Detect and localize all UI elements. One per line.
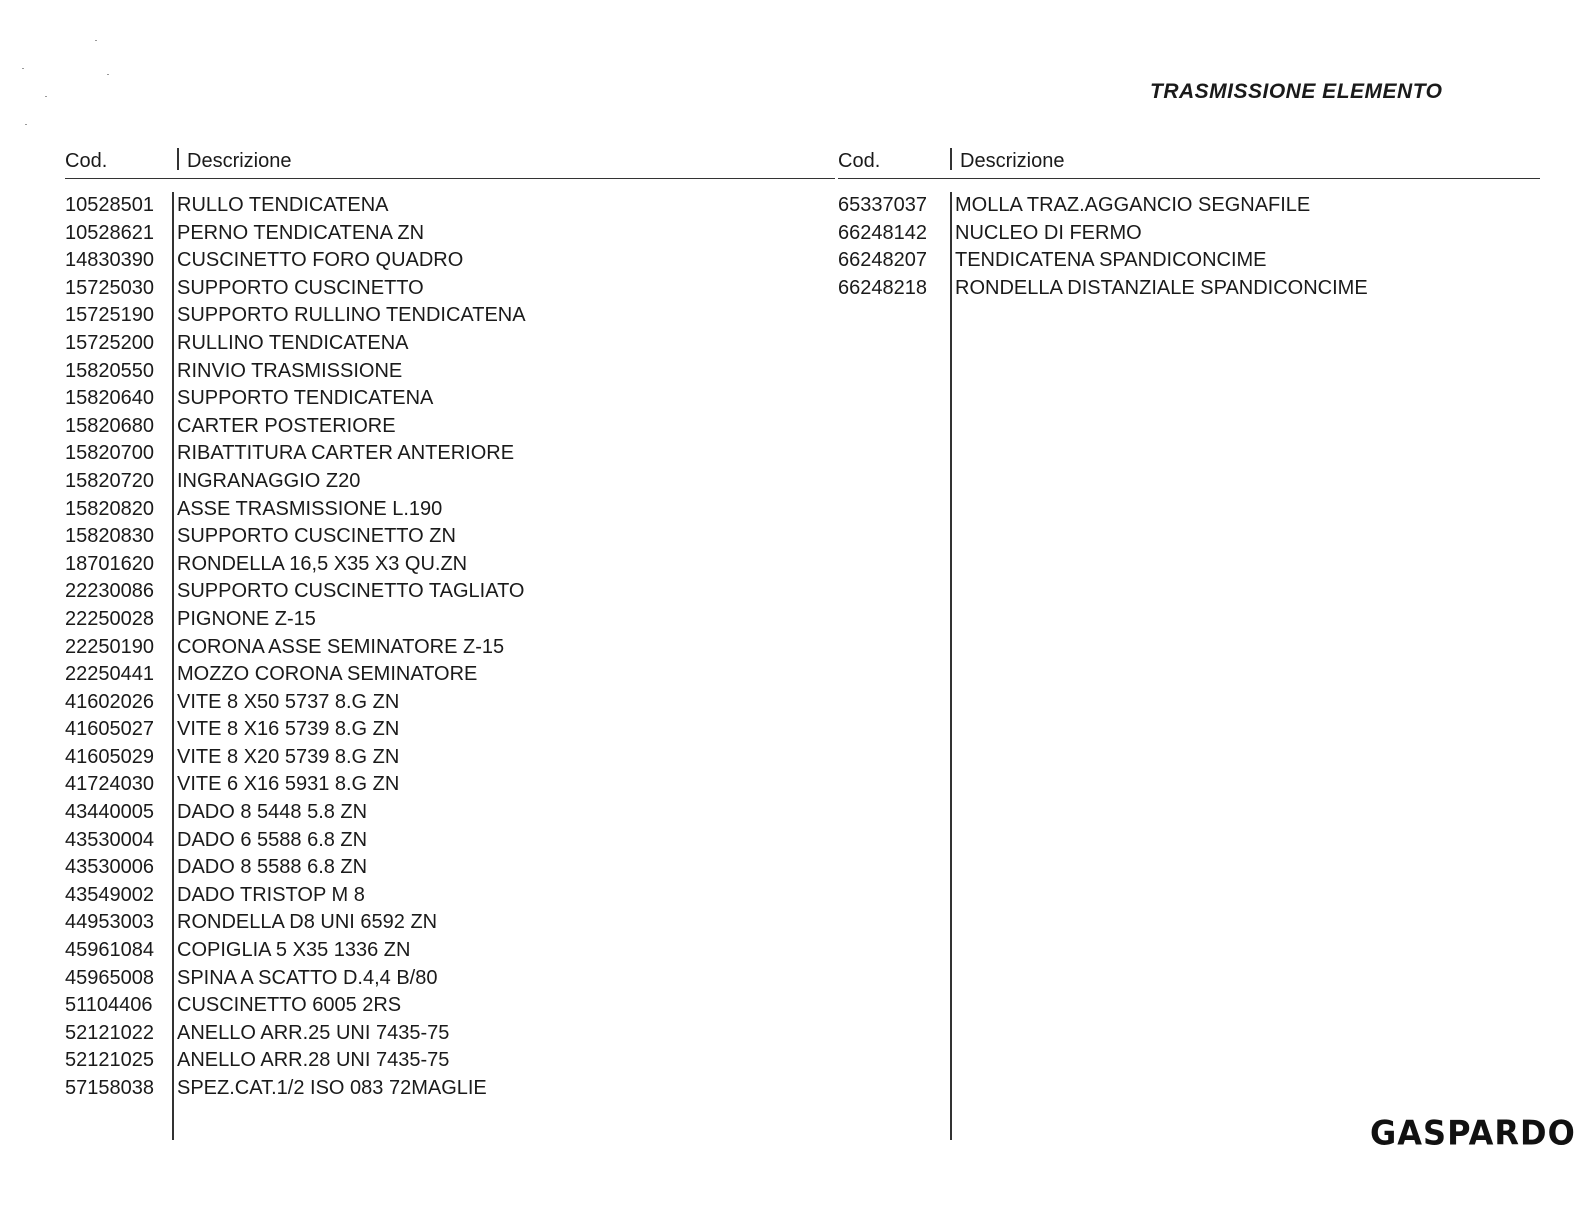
part-description: SUPPORTO RULLINO TENDICATENA <box>177 304 526 327</box>
part-code: 15820700 <box>65 442 154 465</box>
part-description: CUSCINETTO 6005 2RS <box>177 994 402 1017</box>
description-column-header: Descrizione <box>960 150 1065 172</box>
table-row <box>65 523 835 551</box>
table-row <box>65 275 835 303</box>
table-row <box>65 1020 835 1048</box>
part-code: 15820680 <box>65 414 154 437</box>
header-divider <box>950 148 952 170</box>
table-row <box>65 937 835 965</box>
table-row <box>65 192 835 220</box>
part-code: 15725190 <box>65 304 154 327</box>
scan-speck <box>95 40 97 41</box>
part-code: 22250028 <box>65 607 154 630</box>
part-description: INGRANAGGIO Z20 <box>177 469 361 492</box>
table-row <box>65 1075 835 1103</box>
part-description: VITE 8 X20 5739 8.G ZN <box>177 745 400 768</box>
scan-speck <box>22 68 24 69</box>
part-code: 15725200 <box>65 331 154 354</box>
part-description: RONDELLA D8 UNI 6592 ZN <box>177 911 438 934</box>
parts-table-right <box>838 148 1540 1140</box>
part-code: 15820720 <box>65 469 154 492</box>
part-description: COPIGLIA 5 X35 1336 ZN <box>177 939 411 962</box>
part-code: 66248142 <box>838 221 927 244</box>
part-description: SPINA A SCATTO D.4,4 B/80 <box>177 966 438 989</box>
part-code: 18701620 <box>65 552 154 575</box>
table-row <box>65 1047 835 1075</box>
part-code: 15820820 <box>65 497 154 520</box>
part-description: CORONA ASSE SEMINATORE Z-15 <box>177 635 505 658</box>
part-description: RIBATTITURA CARTER ANTERIORE <box>177 442 515 465</box>
part-description: DADO 8 5588 6.8 ZN <box>177 856 368 879</box>
part-description: SUPPORTO CUSCINETTO TAGLIATO <box>177 580 525 603</box>
table-row <box>65 854 835 882</box>
part-description: NUCLEO DI FERMO <box>955 221 1142 244</box>
table-row <box>65 578 835 606</box>
table-row <box>838 247 1540 275</box>
part-code: 22250190 <box>65 635 154 658</box>
parts-table-left <box>65 148 835 1140</box>
part-description: SUPPORTO CUSCINETTO <box>177 276 424 299</box>
part-description: RULLO TENDICATENA <box>177 194 389 216</box>
table-row <box>65 385 835 413</box>
table-row <box>65 827 835 855</box>
part-description: RINVIO TRASMISSIONE <box>177 359 403 382</box>
scan-speck <box>107 74 109 75</box>
part-description: CARTER POSTERIORE <box>177 414 396 437</box>
table-row <box>65 661 835 689</box>
scan-speck <box>45 96 47 97</box>
part-code: 15725030 <box>65 276 154 299</box>
part-description: CUSCINETTO FORO QUADRO <box>177 249 464 272</box>
table-row <box>65 882 835 910</box>
part-code: 41724030 <box>65 773 154 796</box>
part-code: 44953003 <box>65 911 154 934</box>
part-description: SPEZ.CAT.1/2 ISO 083 72MAGLIE <box>177 1077 487 1099</box>
part-code: 41602026 <box>65 690 154 713</box>
part-code: 52121022 <box>65 1021 154 1044</box>
part-description: TENDICATENA SPANDICONCIME <box>955 249 1267 272</box>
part-code: 52121025 <box>65 1049 154 1072</box>
table-row <box>65 689 835 717</box>
part-code: 10528501 <box>65 194 154 216</box>
part-code: 66248218 <box>838 276 927 299</box>
part-description: RONDELLA DISTANZIALE SPANDICONCIME <box>955 276 1368 299</box>
table-header <box>838 148 1540 179</box>
table-row <box>838 275 1540 303</box>
table-body <box>838 192 1540 1140</box>
part-code: 41605029 <box>65 745 154 768</box>
part-description: SUPPORTO CUSCINETTO ZN <box>177 525 456 548</box>
part-code: 43549002 <box>65 883 154 906</box>
part-code: 51104406 <box>65 994 153 1017</box>
description-column-header: Descrizione <box>187 150 292 172</box>
part-description: ASSE TRASMISSIONE L.190 <box>177 497 443 520</box>
part-code: 57158038 <box>65 1077 154 1099</box>
table-row <box>65 468 835 496</box>
part-description: RONDELLA 16,5 X35 X3 QU.ZN <box>177 552 468 575</box>
part-description: ANELLO ARR.25 UNI 7435-75 <box>177 1021 450 1044</box>
code-column-header: Cod. <box>838 150 881 172</box>
part-description: DADO TRISTOP M 8 <box>177 883 365 906</box>
part-description: SUPPORTO TENDICATENA <box>177 387 434 410</box>
table-row <box>838 192 1540 220</box>
table-row <box>65 302 835 330</box>
part-description: MOZZO CORONA SEMINATORE <box>177 663 478 686</box>
part-description: DADO 6 5588 6.8 ZN <box>177 828 368 851</box>
table-row <box>65 634 835 662</box>
table-row <box>65 330 835 358</box>
part-code: 65337037 <box>838 194 927 216</box>
header-divider <box>177 148 179 170</box>
column-divider <box>950 192 952 1140</box>
part-description: VITE 6 X16 5931 8.G ZN <box>177 773 400 796</box>
part-description: MOLLA TRAZ.AGGANCIO SEGNAFILE <box>955 194 1311 216</box>
part-code: 66248207 <box>838 249 927 272</box>
part-code: 45965008 <box>65 966 154 989</box>
table-row <box>65 551 835 579</box>
table-row <box>65 744 835 772</box>
part-code: 15820550 <box>65 359 154 382</box>
part-code: 43530004 <box>65 828 154 851</box>
table-row <box>65 358 835 386</box>
table-header <box>65 148 835 179</box>
page-title: TRASMISSIONE ELEMENTO <box>1150 80 1443 103</box>
part-code: 15820830 <box>65 525 154 548</box>
table-row <box>65 716 835 744</box>
part-code: 41605027 <box>65 718 154 741</box>
part-description: VITE 8 X16 5739 8.G ZN <box>177 718 400 741</box>
part-code: 14830390 <box>65 249 154 272</box>
code-column-header: Cod. <box>65 150 108 172</box>
part-code: 22250441 <box>65 663 154 686</box>
part-description: PERNO TENDICATENA ZN <box>177 221 425 244</box>
part-code: 43530006 <box>65 856 154 879</box>
table-body <box>65 192 835 1140</box>
part-description: ANELLO ARR.28 UNI 7435-75 <box>177 1049 450 1072</box>
table-row <box>65 771 835 799</box>
table-row <box>65 413 835 441</box>
table-row <box>65 606 835 634</box>
table-row <box>65 440 835 468</box>
part-code: 10528621 <box>65 221 154 244</box>
part-code: 45961084 <box>65 939 154 962</box>
table-row <box>65 247 835 275</box>
table-row <box>65 909 835 937</box>
part-code: 15820640 <box>65 387 154 410</box>
table-row <box>65 992 835 1020</box>
scan-speck <box>25 124 27 125</box>
table-row <box>65 220 835 248</box>
part-description: VITE 8 X50 5737 8.G ZN <box>177 690 400 713</box>
part-code: 22230086 <box>65 580 154 603</box>
brand-logo: GASPARDO <box>1370 1113 1576 1153</box>
part-description: RULLINO TENDICATENA <box>177 331 409 354</box>
part-description: DADO 8 5448 5.8 ZN <box>177 801 368 824</box>
table-row <box>838 220 1540 248</box>
part-code: 43440005 <box>65 801 154 824</box>
table-row <box>65 965 835 993</box>
part-description: PIGNONE Z-15 <box>177 607 316 630</box>
table-row <box>65 799 835 827</box>
table-row <box>65 496 835 524</box>
